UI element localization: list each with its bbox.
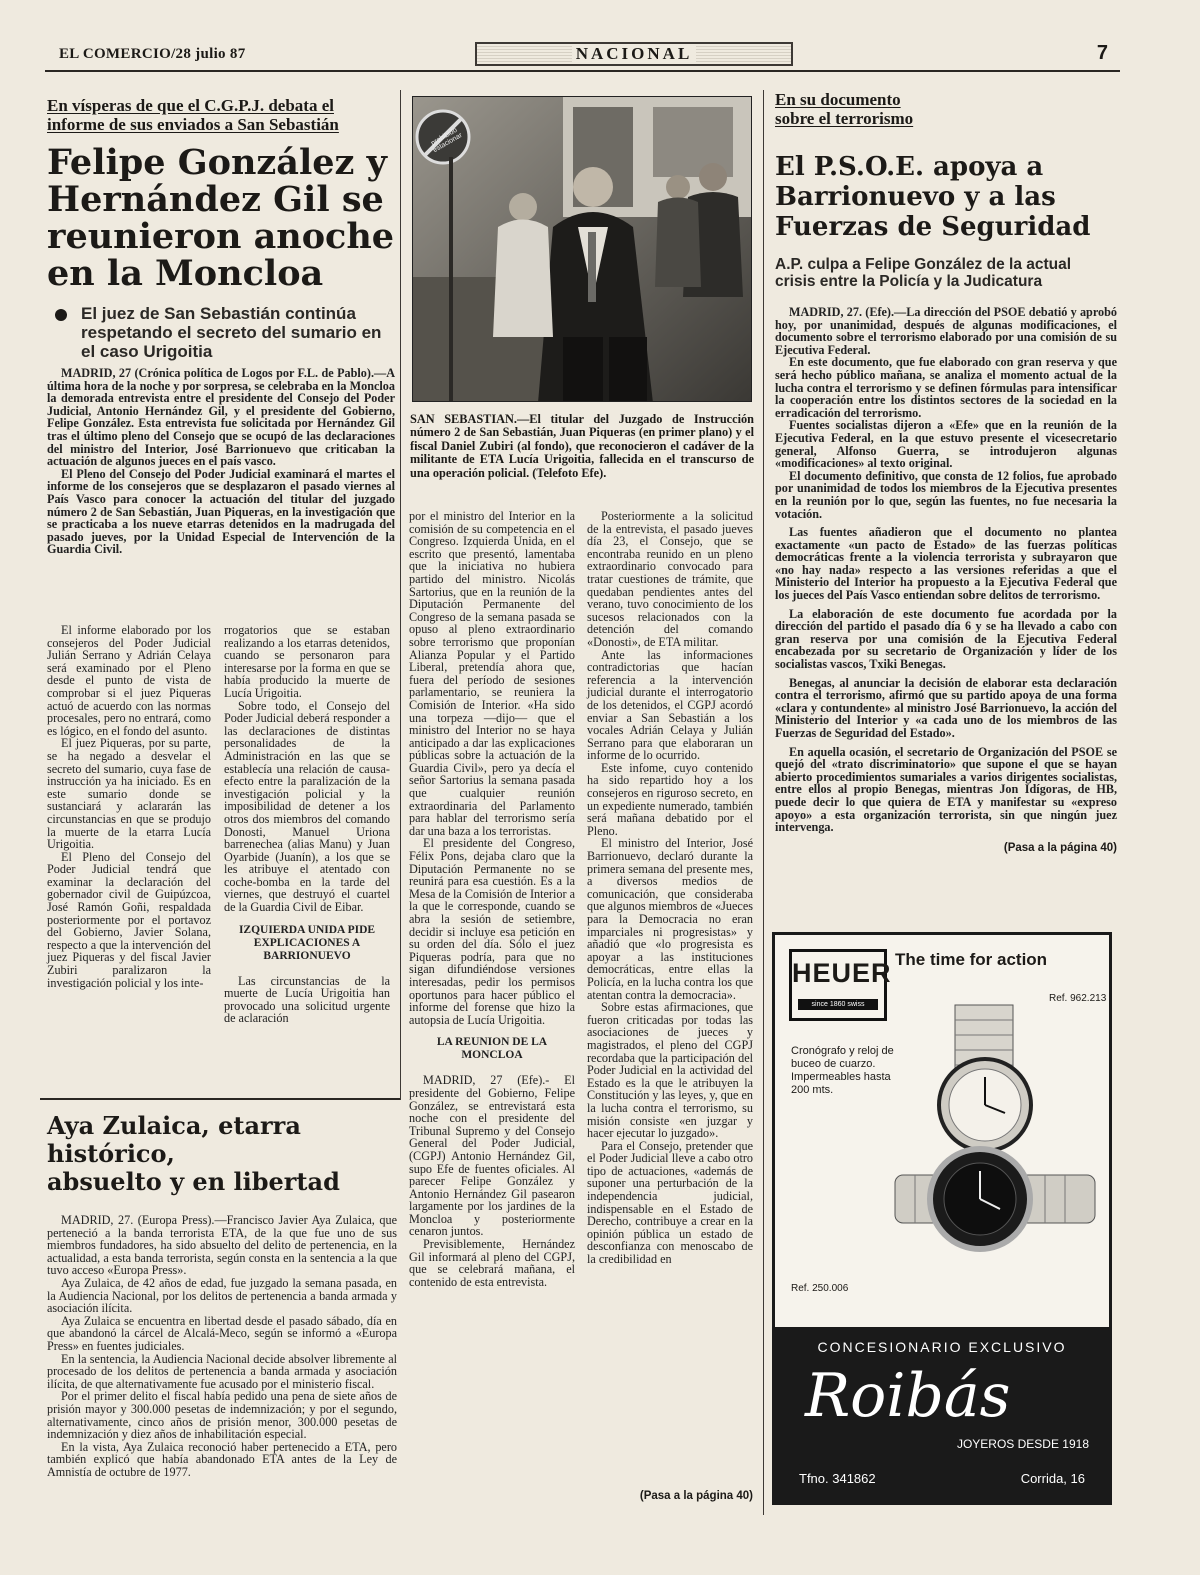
column-rule [763,90,764,1515]
right-deck: A.P. culpa a Felipe González de la actual crisis entre la Policía y la Judicatura [775,256,1072,290]
ad-ref-2: Ref. 250.006 [791,1283,849,1294]
main-column-3: por el ministro del Interior en la comisión de su competencia en el Congreso. Izquierda Unida, en el escrito que presentó, lamentaba que la iniciativa no hubiera partido del ministro. Nicolás Sartorius, que en la reunión de la Diputación Permanente del Congreso de la semana pasada se opuso al pleno extraordinario sobre terrorismo que proponían Alianza Popular y el Partido Liberal, pretendía ahora que, fuera del período de sesiones parlamentario, se reuniera la Comisión de Interior. «Ha sido una torpeza —dijo— que el ministro del Interior no se haya anticipado a dar las explicaciones públicas sobre la actuación de la Guardia Civil», pero ya decía el señor Sartorius la semana pasada que cualquier reunión extraordinaria del Parlamento para hablar del terrorismo sería dar una baza a los terroristas. El presidente del Congreso, Félix Pons, dejaba claro que la Diputación Permanente no se reunirá para esa cuestión. Es a la Mesa de la Comisión de Interior a la que le corresponde, cuando se abra la sesión de setiembre, decidir si incluye esa petición en su orden del día. Sólo el juez Piqueras podría, para que no sigan difundiéndose versiones interesadas, pedir los permisos oportunos para hacer público el informe del forense que hizo la autopsia de Lucía Urigoitia. LA REUNION DE LA MONCLOA MADRID, 27 (Efe).- El presidente del Gobierno, Felipe González, se entrevistará esta noche con el presidente del Tribunal Supremo y del Consejo General del Poder Judicial, (CGPJ) Antonio Hernández Gil, supo Efe de fuentes oficiales. Al parecer Felipe González y Antonio Hernández Gil pasearon largamente por los jardines de la Moncloa y posteriormente cenaron juntos. Previsiblemente, Hernández Gil informará al pleno del CGPJ, que se celebrará mañana, el contenido de esta entrevista. [409,509,575,1289]
second-story-body: MADRID, 27. (Europa Press).—Francisco Javier Aya Zulaica, que perteneció a la banda terrorista ETA, de la que fue uno de sus miembros fundadores, ha sido absuelto del delito de pertenencia, en la actualidad, a esta banda terrorista, según consta en la sentencia a la que tuvo acceso «Europa Press». Aya Zulaica, de 42 años de edad, fue juzgado la semana pasada, en la Audiencia Nacional, por los delitos de pertenencia a banda armada y asociación ilícita. Aya Zulaica se encuentra en libertad desde el pasado sábado, día en que abandonó la cárcel de Alcalá-Meco, según se informó a «Europa Press» en fuentes judiciales. En la sentencia, la Audiencia Nacional decide absolver libremente al procesado de los delitos de pertenencia a banda armada y asociación ilícita, de que alternativamente fue acusado por el ministerio fiscal. Por el primer delito el fiscal había pedido una pena de siete años de prisión mayor y 300.000 pesetas de indemnización; y por el segundo, alternativamente, cinco años de prisión menor, 300.000 pesetas de indemnización y diez años de inhabilitación especial. En la vista, Aya Zulaica reconoció haber pertenecido a ETA, pero también explicó que había abandonado ETA antes de la Ley de Amnistía de octubre de 1977. [47,1213,397,1479]
right-kicker-line2: sobre el terrorismo [775,109,914,128]
photo-caption: SAN SEBASTIAN.—El titular del Juzgado de Instrucción número 2 de San Sebastián, Juan Piqueras (en primer plano) y el fiscal Daniel Zubiri (al fondo), que reconocieron el cadáver de la militante de ETA Lucía Urigoitia, fallecida en el transcurso de una operación policial. (Telefoto Efe). [410,412,754,480]
dealer-tagline: JOYEROS DESDE 1918 [956,1437,1089,1451]
ad-ref-1: Ref. 962.213 [1049,993,1107,1004]
dealer-script-logo: Roibás [805,1361,1011,1431]
paper-date: EL COMERCIO/28 julio 87 [59,46,246,62]
subhead-izquierda-unida: IZQUIERDA UNIDA PIDE EXPLICACIONES A BARRIONUEVO [238,923,376,962]
photo-illustration [413,97,752,402]
masthead [45,38,1120,72]
heuer-logo: HEUER since 1860 swiss [789,949,887,1021]
subhead-moncloa: LA REUNION DE LA MONCLOA [436,1036,548,1062]
right-headline: El P.S.O.E. apoya a Barrionuevo y a las Fuerzas de Seguridad [775,152,1091,242]
watch-illustration [805,995,1105,1295]
column-rule [400,90,401,1100]
right-story [775,90,1117,854]
road-sign-text: prohibido estacionar [430,126,464,155]
dealer-address: Corrida, 16 [1020,1471,1085,1486]
ad-top [775,935,1109,1315]
dealer-block [775,1327,1109,1502]
main-column-1: El informe elaborado por los consejeros del Poder Judicial Julián Serrano y Adrián Celaya será examinado por el Pleno desde el punto de vista de comprobar si el juez Piqueras actuó de acuerdo con las normas procesales, pero no entrará, como es lógico, en el fondo del asunto. El juez Piqueras, por su parte, se ha negado a desvelar el secreto del sumario, cuya fase de instrucción ya ha iniciado. Es en este sumario donde se sustanciará y aclararán las circunstancias en que se produjo la muerte de la etarra Lucía Urigoitia. El Pleno del Consejo del Poder Judicial tendrá que examinar la declaración del gobernador civil de Guipúzcoa, José Ramón Goñi, respaldada posteriormente por el portavoz del Gobierno, Javier Solana, respecto a que la intervención del juez Piqueras y del fiscal Javier Zubiri paralizaron la investigación policial y los inte- [47,623,211,990]
main-deck: El juez de San Sebastián continúa respetando el secreto del sumario en el caso Urigoitia [47,304,395,361]
main-kicker-line1: En vísperas de que el C.G.P.J. debata el [47,96,334,115]
main-kicker-line2: informe de sus enviados a San Sebastián [47,115,339,134]
ad-description: Cronógrafo y reloj de buceo de cuarzo. Impermeables hasta 200 mts. [791,1045,894,1096]
dealer-phone: Tfno. 341862 [799,1471,876,1486]
second-story [47,1112,397,1478]
second-headline: Aya Zulaica, etarra histórico, absuelto y en libertad [47,1111,340,1196]
news-photo [412,96,752,402]
story-divider [40,1098,400,1100]
main-story-header [47,96,395,361]
right-continued-link[interactable]: (Pasa a la página 40) [1003,841,1117,854]
main-continued-link[interactable]: (Pasa a la página 40) [639,1490,753,1502]
main-lead: MADRID, 27 (Crónica política de Logos por F.L. de Pablo).—A última hora de la noche y por sorpresa, se celebraba en la Moncloa la demorada entrevista entre el presidente del Consejo del Poder Judicial, Antonio Hernández Gil, y el presidente del Gobierno, Felipe González. Esta entrevista fue solicitada por Hernández Gil tras el último pleno del Consejo que se ocupó de las declaraciones del ministro del Interior, José Barrionuevo que criticaban la actuación de algunos jueces en el país vasco. El Pleno del Consejo del Poder Judicial examinará el martes el informe de los consejeros que se desplazaron el pasado viernes al País Vasco para conocer la actuación del titular del juzgado número 2 de San Sebastián, Juan Piqueras, en la investigación que se practicaba a los nueve etarras detenidos en la madrugada del pasado jueves, por la Unidad Especial de Intervención de la Guardia Civil. [47,366,395,557]
heuer-advertisement[interactable] [772,932,1112,1505]
section-label: NACIONAL [475,42,793,66]
page-number: 7 [1096,42,1108,64]
ad-slogan: The time for action [895,950,1048,969]
main-headline: Felipe González y Hernández Gil se reunieron anoche en la Moncloa [47,142,395,294]
main-column-4: Posteriormente a la solicitud de la entrevista, el pasado jueves día 23, el Consejo, que se encontraba reunido en un pleno extraordinario convocado para tratar cuestiones de trámite, que quedaban pendientes antes del verano, tuvo conocimiento de los sucesos relacionados con la detención del comando «Donosti», de ETA militar. Ante las informaciones contradictorias que hacían referencia a la intervención judicial durante el interrogatorio de los detenidos, el CGPJ acordó enviar a San Sebastián a los vocales Adrián Celaya y Julián Serrano para que elaboraran un informe de lo ocurrido. Este infome, cuyo contenido ha sido repartido hoy a los consejeros en riguroso secreto, en un expediente numerado, también será mañana debatido por el Pleno. El ministro del Interior, José Barrionuevo, declaró durante la primera semana del presente mes, a diversos medios de comunicación, que consideraba que algunos miembros de «Jueces para la Democracia no eran imparciales ni progresistas» y añadió que «lo progresista es apoyar a las instituciones democráticas, entre ellas la Policía, en la lucha contra los que atentan contra la democracia». Sobre estas afirmaciones, que fueron criticadas por todas las asociaciones de jueces y magistrados, el pleno del CGPJ recordaba que la participación del Poder Judicial en la actividad del Estado es la que le atribuyen la Constitución y las leyes, y, que en la lucha contra el terrorismo, su misión consiste «en juzgar y hacer ejecutar lo juzgado». Para el Consejo, pretender que el Poder Judicial lleve a cabo otro tipo de actuaciones, «además de suponer una perturbación de la independencia judicial, indispensable en el Estado de Derecho, contribuye a crear en la opinión pública un estado de desconfianza con menoscabo de la credibilidad en [587,509,753,1267]
bullet-icon [55,309,67,321]
right-kicker-line1: En su documento [775,90,901,109]
main-column-2: rrogatorios que se estaban realizando a los etarras detenidos, cuando se personaron para interesarse por la forma en que se había producido la muerte de Lucía Urigoitia. Sobre todo, el Consejo del Poder Judicial deberá responder a las declaraciones de distintas personalidades de la Administración en las que se establecía una relación de causa-efecto entre la paralización de la investigación policial y la imposibilidad de detener a los otros dos miembros del comando Donosti, Manuel Uriona barrenechea (alias Manu) y Juan Oyarbide (Juanín), a los que se les atribuye el atentado con coche-bomba en la tarde del viernes, que destruyó el cuartel de la Guardia Civil de Eibar. IZQUIERDA UNIDA PIDE EXPLICACIONES A BARRIONUEVO Las circunstancias de la muerte de Lucía Urigoitia han provocado una solicitud urgente de aclaración [224,623,390,1026]
right-story-body: MADRID, 27. (Efe).—La dirección del PSOE debatió y aprobó hoy, por unanimidad, después de algunas modificaciones, el documento sobre el terrorismo elaborado por una comisión de su Ejecutiva Federal. En este documento, que fue elaborado con gran reserva y que será hecho público mañana, se analiza el momento actual de la lucha contra el terrorismo y se definen fórmulas para intensificar la cooperación entre los distintos sectores de la sociedad en la erradicación del terrorismo. Fuentes socialistas dijeron a «Efe» que en la reunión de la Ejecutiva Federal, en la que estuvo presente el vicesecretario general, Alfonso Guerra, se introdujeron algunas «modificaciones» al texto original. El documento definitivo, que consta de 12 folios, fue aprobado por unanimidad de todos los miembros de la Ejecutiva presentes en la reunión por lo que, según las fuentes, no fue necesaria la votación. Las fuentes añadieron que el documento no plantea exactamente «un pacto de Estado» de las fuerzas políticas democráticas frente a la violencia terrorista y subrayaron que «no hay nada» respecto a las versiones referidas a que el Ministerio del Interior ha propuesto a la Ejecutiva Federal que los jueces del País Vasco entiendan sobre delitos de terrorismo. La elaboración de este documento fue acordada por la dirección del partido el pasado día 6 y se ha llevado a cabo con gran reserva por una comisión de la Ejecutiva Federal encabezada por su secretario de Organización y líder de los socialistas vascos, Txiki Benegas. Benegas, al anunciar la decisión de elaborar esta declaración contra el terrorismo, afirmó que su partido apoya de una forma «clara y contundente» al ministro José Barrionuevo, la acción del Ministerio del Interior y «a cada uno de los miembros de las Fuerzas de Seguridad del Estado». En aquella ocasión, el secretario de Organización del PSOE se quejó del «trato discriminatorio» que supone el que se hayan abierto procedimientos sumariales a varios dirigentes socialistas, entre ellos al propio Benegas, mientras Jon Idígoras, de HB, puede decir lo que quiera de ETA y manifestar su «expreso apoyo» a esta organización terrorista, sin que ningún juez intervenga. [775,305,1117,835]
dealer-title: CONCESIONARIO EXCLUSIVO [817,1339,1067,1355]
